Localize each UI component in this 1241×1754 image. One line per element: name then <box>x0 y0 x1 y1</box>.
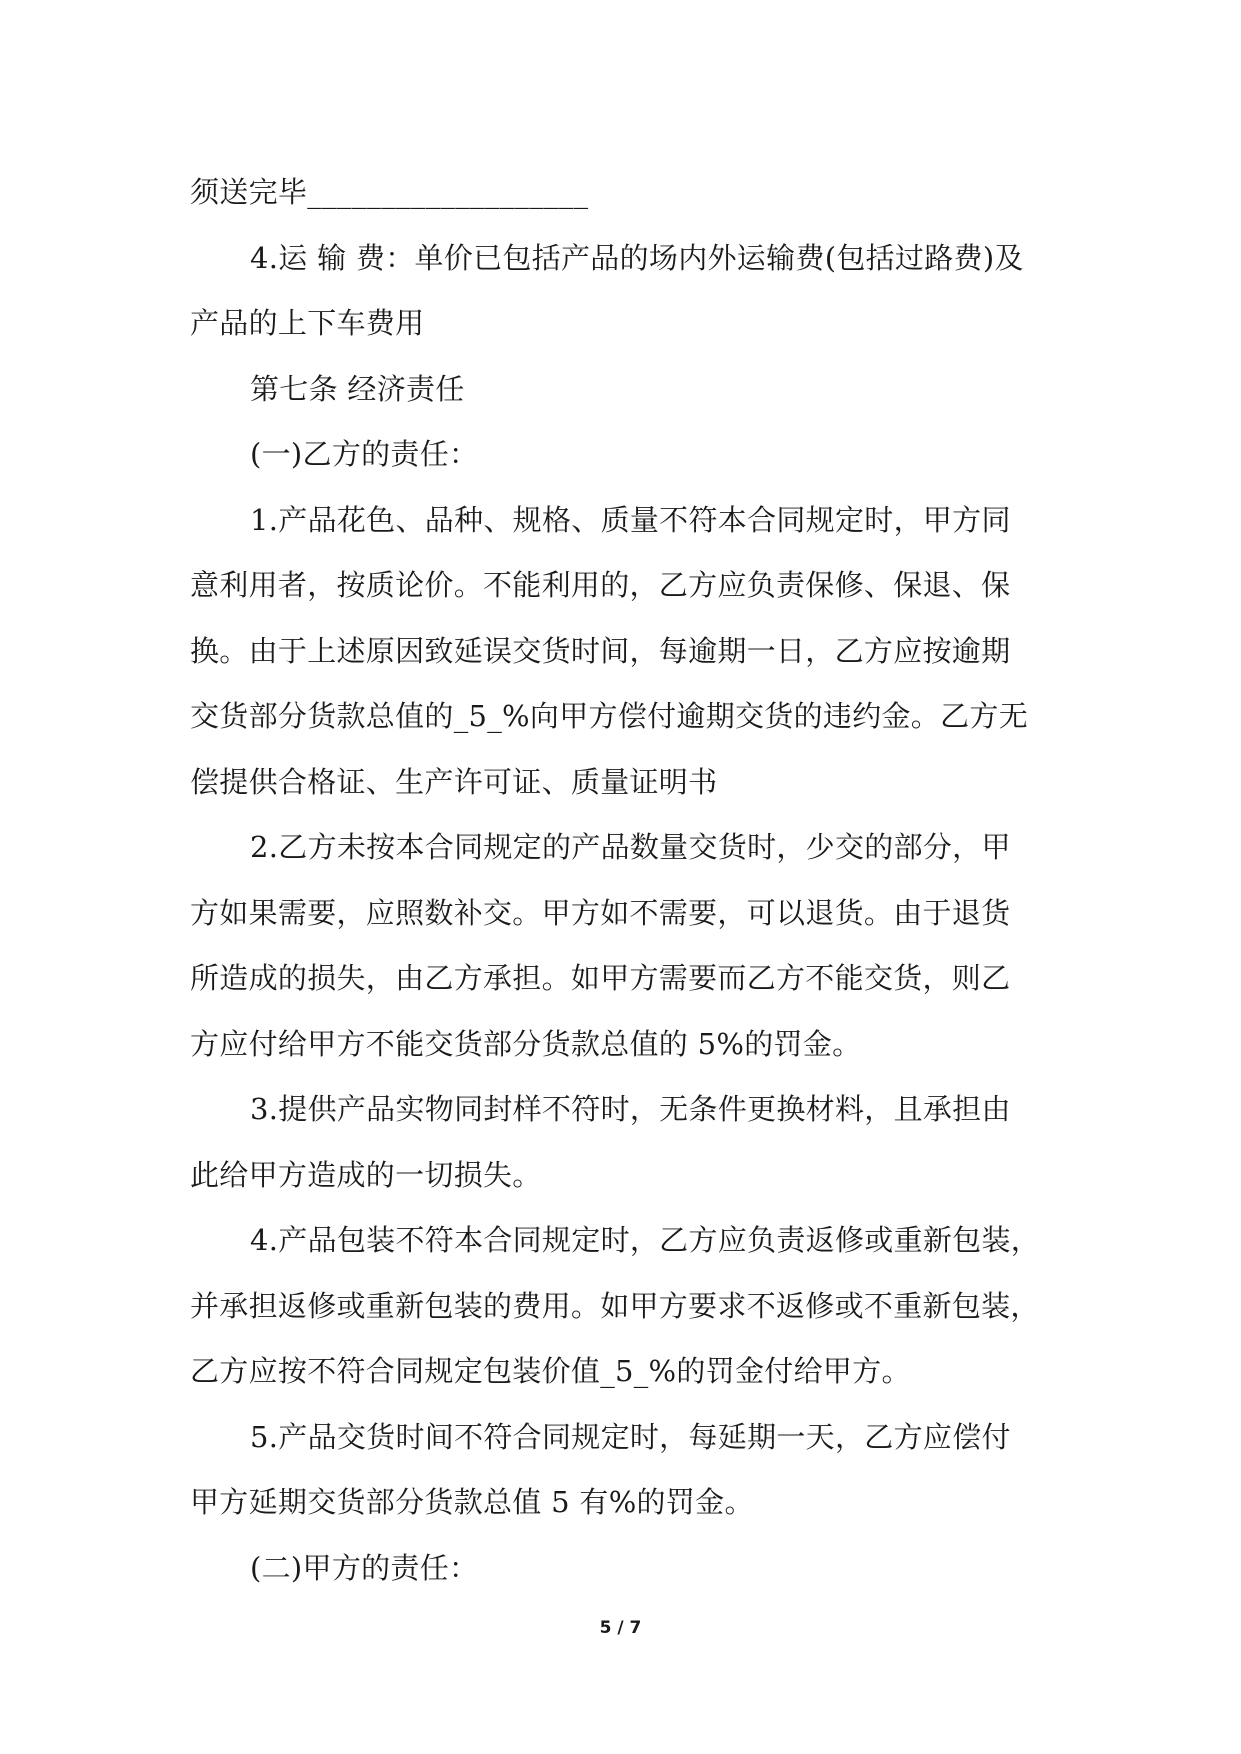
document-body <box>190 160 1060 1601</box>
text-line: 乙方应按不符合同规定包装价值_5_%的罚金付给甲方。 <box>190 1354 911 1388</box>
text-line: 此给甲方造成的一切损失。 <box>190 1157 542 1192</box>
text-line: 4.产品包装不符本合同规定时，乙方应负责返修或重新包装， <box>250 1223 1041 1257</box>
text-line: 4.运 输 费：单价已包括产品的场内外运输费(包括过路费)及 <box>250 240 1024 275</box>
section-heading: 第七条 经济责任 <box>250 371 465 406</box>
page-number: 5 / 7 <box>599 1618 642 1638</box>
text-line: 1.产品花色、品种、规格、质量不符本合同规定时，甲方同 <box>250 502 1011 537</box>
subsection-heading: (一)乙方的责任： <box>250 437 479 471</box>
text-line: 方如果需要，应照数补交。甲方如不需要，可以退货。由于退货 <box>190 895 1011 930</box>
text-line: 甲方延期交货部分货款总值 5 有%的罚金。 <box>190 1485 754 1519</box>
text-line: 意利用者，按质论价。不能利用的，乙方应负责保修、保退、保 <box>190 568 1011 602</box>
text-line: 5.产品交货时间不符合同规定时，每延期一天，乙方应偿付 <box>250 1419 1011 1454</box>
subsection-heading: (二)甲方的责任： <box>250 1550 479 1585</box>
text-line: 须送完毕___________________ <box>190 175 589 209</box>
text-line: 偿提供合格证、生产许可证、质量证明书 <box>190 764 718 799</box>
text-line: 产品的上下车费用 <box>190 306 425 340</box>
text-line: 换。由于上述原因致延误交货时间，每逾期一日，乙方应按逾期 <box>190 633 1011 668</box>
text-line: 方应付给甲方不能交货部分货款总值的 5%的罚金。 <box>190 1026 862 1061</box>
text-line: 3.提供产品实物同封样不符时，无条件更换材料，且承担由 <box>250 1092 1011 1126</box>
text-line: 交货部分货款总值的_5_%向甲方偿付逾期交货的违约金。乙方无 <box>190 699 1029 733</box>
text-line: 2.乙方未按本合同规定的产品数量交货时，少交的部分，甲 <box>250 830 1011 864</box>
text-line: 并承担返修或重新包装的费用。如甲方要求不返修或不重新包装， <box>190 1288 1040 1323</box>
text-line: 所造成的损失，由乙方承担。如甲方需要而乙方不能交货，则乙 <box>190 961 1011 995</box>
